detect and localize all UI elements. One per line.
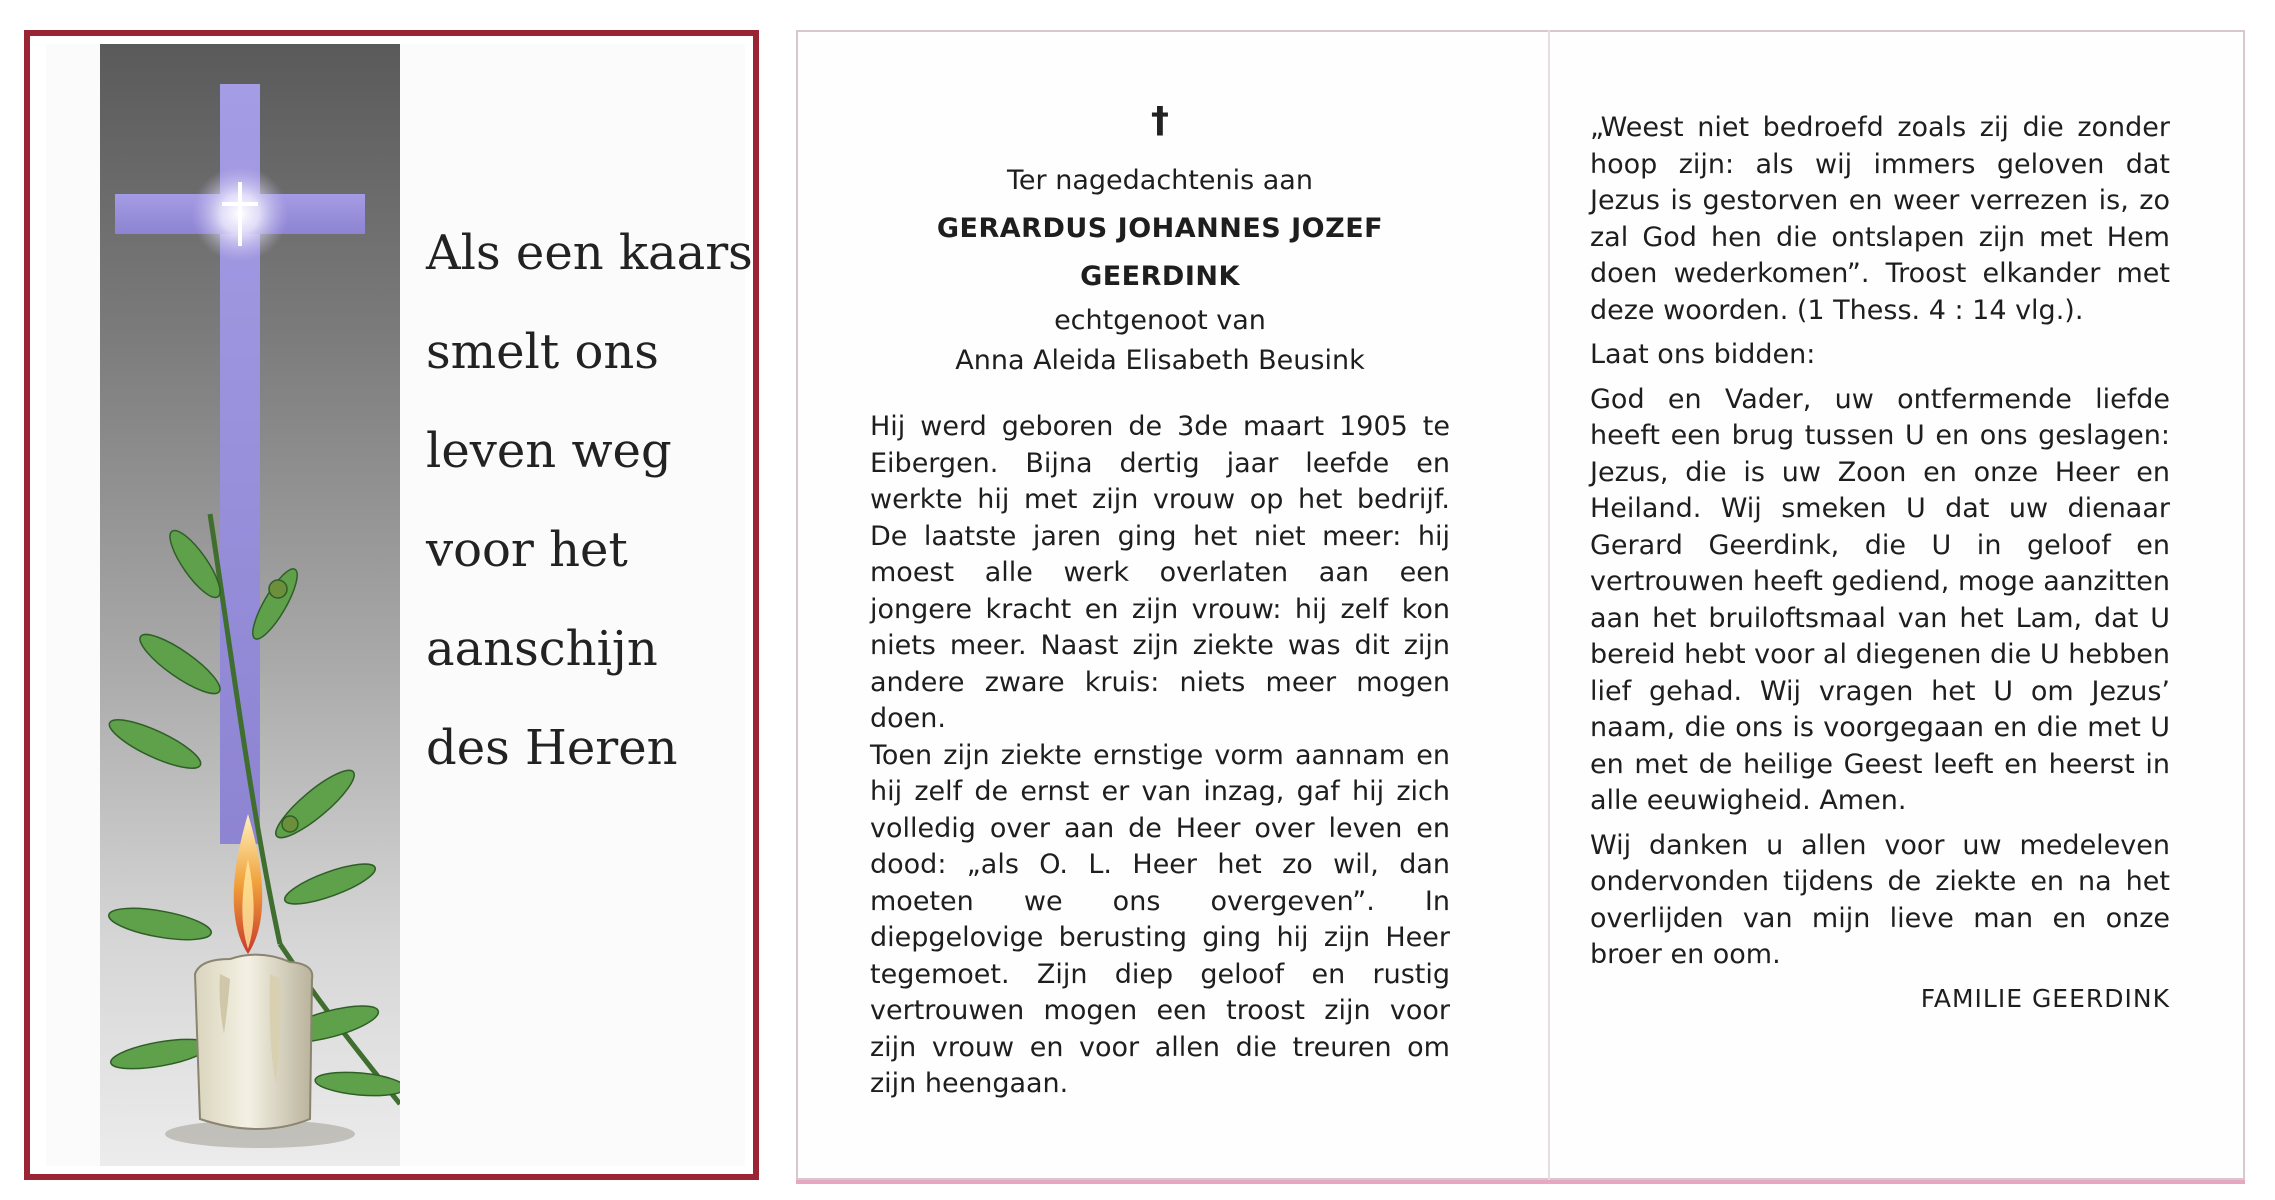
candle-icon [165,814,355,1148]
memorial-intro: Ter nagedachtenis aan [1007,165,1313,196]
illustration-panel [100,44,400,1166]
scripture-quote: „Weest niet bedroefd zoals zij die zonder hoop zijn: als wij immers geloven dat Jezus is gestorven en weer verrezen is, zo zal God hen die ontslapen zijn met Hem doen wederkomen”. Troost elkander met deze woorden. (1 Thess. 4 : 14 vlg.). [1590,112,2170,326]
verse-line: aanschijn [426,621,658,677]
family-signature: FAMILIE GEERDINK [1920,983,2170,1013]
illustration [100,44,400,1178]
verse-text [426,204,756,798]
biography-paragraph: Toen zijn ziekte ernstige vorm aannam en hij zelf de ernst er van inzag, gaf hij zich volledig over aan de Heer over leven en dood: „als O. L. Heer het zo wil, dan moeten we ons overgeven”. In diepgelovige berusting ging hij zijn Heer tegemoet. Zijn diep geloof en rustig vertrouwen mogen een troost zijn voor zijn vrouw en voor allen die treuren om zijn heengaan. [870,739,1450,1099]
verse-line: des Heren [426,720,678,776]
cross-symbol: † [1151,100,1169,141]
verse-line: smelt ons [426,324,659,380]
memorial-column-left [870,100,1450,1103]
spouse-name: Anna Aleida Elisabeth Beusink [955,345,1365,376]
front-card-inner [46,44,753,1166]
front-card [24,30,759,1180]
card-fold [1548,30,1550,1180]
prayer-text: God en Vader, uw ontfermende liefde heeft een brug tussen U en ons geslagen: Jezus, die is uw Zoon en onze Heer en Heiland. Wij smeken U dat uw dienaar Gerard Geerdink, die U in geloof en vertrouwen heeft gediend, moge aanzitten aan het bruiloftsmaal van het Lam, dat U bereid hebt voor al diegenen die U hebben lief gehad. Wij vragen het U om Jezus’ naam, die ons is voorgegaan en die met U en met de heilige Geest leeft en heerst in alle eeuwigheid. Amen. [1590,383,2170,816]
deceased-name: GERARDUS JOHANNES JOZEF GEERDINK [936,213,1384,292]
verse-line: leven weg [426,423,672,479]
biography-paragraph: Hij werd geboren de 3de maart 1905 te Eibergen. Bijna dertig jaar leefde en werkte hij met zijn vrouw op het bedrijf. De laatste jaren ging het niet meer: hij moest alle werk overlaten aan een jongere kracht en zijn vrouw: hij zelf kon niets meer. Naast zijn ziekte was dit zijn andere zware kruis: niets meer mogen doen. [870,411,1450,734]
memorial-column-right [1590,110,2170,1013]
verse-line: voor het [426,522,628,578]
thanks-text: Wij danken u allen voor uw medeleven ondervonden tijdens de ziekte en na het overlijden van mijn lieve man en onze broer en oom. [1590,829,2170,970]
verse-line: Als een kaars [426,225,753,281]
spouse-intro: echtgenoot van [1054,305,1266,336]
prayer-intro: Laat ons bidden: [1590,339,1816,370]
